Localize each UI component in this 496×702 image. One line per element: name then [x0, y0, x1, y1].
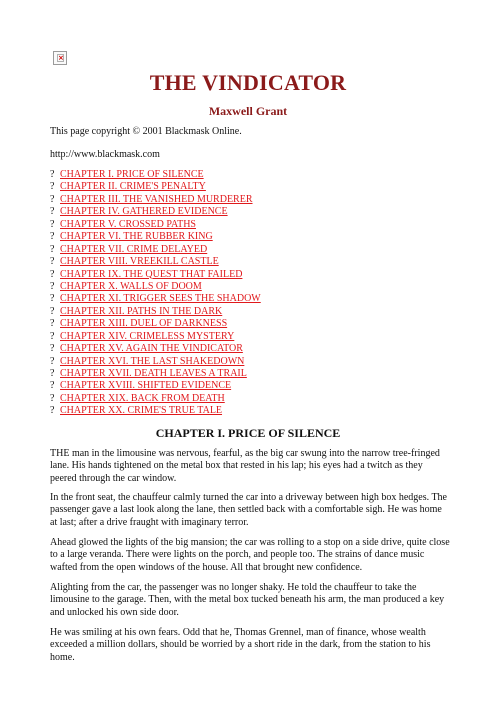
broken-image-icon: × — [53, 51, 67, 65]
toc-item — [50, 368, 261, 380]
toc-marker: ? — [50, 318, 55, 330]
toc-marker: ? — [50, 293, 55, 305]
toc-link-chapter-5[interactable]: CHAPTER V. CROSSED PATHS — [60, 218, 196, 230]
toc-item — [50, 393, 261, 405]
toc-item — [50, 194, 261, 206]
body-paragraph: THE man in the limousine was nervous, fearful, as the big car swung into the narrow tree-fringed lane. His hands tightened on the metal box that rested in his lap; his eyes had a twitch as they peered through the car window. — [50, 448, 440, 484]
toc-marker: ? — [50, 181, 55, 193]
toc-link-chapter-20[interactable]: CHAPTER XX. CRIME'S TRUE TALE — [60, 405, 223, 417]
toc-link-chapter-4[interactable]: CHAPTER IV. GATHERED EVIDENCE — [60, 206, 228, 218]
toc-marker: ? — [50, 330, 55, 342]
toc-item — [50, 219, 261, 231]
toc-item — [50, 318, 261, 330]
toc-item — [50, 356, 261, 368]
toc-link-chapter-19[interactable]: CHAPTER XIX. BACK FROM DEATH — [60, 392, 225, 404]
toc-link-chapter-10[interactable]: CHAPTER X. WALLS OF DOOM — [60, 280, 202, 292]
toc-marker: ? — [50, 305, 55, 317]
author-name: Maxwell Grant — [208, 104, 288, 118]
toc-item — [50, 269, 261, 281]
toc-link-chapter-16[interactable]: CHAPTER XVI. THE LAST SHAKEDOWN — [60, 355, 245, 367]
toc-marker: ? — [50, 280, 55, 292]
toc-link-chapter-11[interactable]: CHAPTER XI. TRIGGER SEES THE SHADOW — [60, 293, 261, 305]
toc-link-chapter-6[interactable]: CHAPTER VI. THE RUBBER KING — [60, 231, 213, 243]
body-paragraph: Alighting from the car, the passenger was no longer shaky. He told the chauffeur to take the limousine to the garage. Then, with the metal box tucked beneath his arm, the man produced a key and unlocked his own side door. — [50, 582, 445, 618]
toc-link-chapter-13[interactable]: CHAPTER XIII. DUEL OF DARKNESS — [60, 318, 228, 330]
table-of-contents — [50, 169, 261, 418]
toc-marker: ? — [50, 256, 55, 268]
toc-link-chapter-12[interactable]: CHAPTER XII. PATHS IN THE DARK — [60, 305, 223, 317]
toc-link-chapter-15[interactable]: CHAPTER XV. AGAIN THE VINDICATOR — [60, 343, 243, 355]
toc-marker: ? — [50, 169, 55, 180]
toc-marker: ? — [50, 392, 55, 404]
copyright-notice: This page copyright © 2001 Blackmask Online. — [50, 126, 242, 137]
toc-item — [50, 244, 261, 256]
toc-link-chapter-2[interactable]: CHAPTER II. CRIME'S PENALTY — [60, 181, 206, 193]
toc-marker: ? — [50, 206, 55, 218]
toc-item — [50, 181, 261, 193]
site-url: http://www.blackmask.com — [50, 149, 160, 160]
toc-marker: ? — [50, 193, 55, 205]
toc-marker: ? — [50, 231, 55, 243]
toc-marker: ? — [50, 368, 55, 379]
body-paragraph: Ahead glowed the lights of the big mansion; the car was rolling to a stop on a side drive, quite close to a large veranda. There were lights on the porch, and people too. The strains of dance music wafted from the open windows of the house. All that brought new confidence. — [50, 537, 450, 573]
toc-marker: ? — [50, 243, 55, 255]
chapter-heading: CHAPTER I. PRICE OF SILENCE — [155, 426, 341, 440]
toc-marker: ? — [50, 268, 55, 280]
toc-link-chapter-18[interactable]: CHAPTER XVIII. SHIFTED EVIDENCE — [60, 380, 232, 392]
toc-marker: ? — [50, 343, 55, 355]
toc-link-chapter-7[interactable]: CHAPTER VII. CRIME DELAYED — [60, 243, 208, 255]
toc-item — [50, 306, 261, 318]
body-paragraph: In the front seat, the chauffeur calmly turned the car into a driveway between high box hedges. The passenger gave a last look along the lane, then settled back with a comfortable sigh. He was home at last; after a drive fraught with imaginary terror. — [50, 492, 447, 528]
toc-item — [50, 293, 261, 305]
toc-item — [50, 331, 261, 343]
toc-link-chapter-1[interactable]: CHAPTER I. PRICE OF SILENCE — [60, 169, 204, 180]
toc-marker: ? — [50, 405, 55, 417]
toc-marker: ? — [50, 218, 55, 230]
toc-item — [50, 206, 261, 218]
toc-link-chapter-17[interactable]: CHAPTER XVII. DEATH LEAVES A TRAIL — [60, 368, 247, 379]
toc-link-chapter-3[interactable]: CHAPTER III. THE VANISHED MURDERER — [60, 193, 253, 205]
toc-marker: ? — [50, 380, 55, 392]
toc-item — [50, 231, 261, 243]
toc-item — [50, 405, 261, 417]
toc-item — [50, 343, 261, 355]
book-title: THE VINDICATOR — [149, 70, 347, 95]
toc-link-chapter-14[interactable]: CHAPTER XIV. CRIMELESS MYSTERY — [60, 330, 235, 342]
body-paragraph: He was smiling at his own fears. Odd that he, Thomas Grennel, man of finance, whose wealth exceeded a million dollars, should be worried by a short ride in the dark, from the station to his home. — [50, 627, 431, 663]
toc-item — [50, 380, 261, 392]
toc-marker: ? — [50, 355, 55, 367]
toc-item — [50, 256, 261, 268]
toc-link-chapter-8[interactable]: CHAPTER VIII. VREEKILL CASTLE — [60, 256, 219, 268]
toc-item — [50, 169, 261, 181]
toc-item — [50, 281, 261, 293]
toc-link-chapter-9[interactable]: CHAPTER IX. THE QUEST THAT FAILED — [60, 268, 243, 280]
